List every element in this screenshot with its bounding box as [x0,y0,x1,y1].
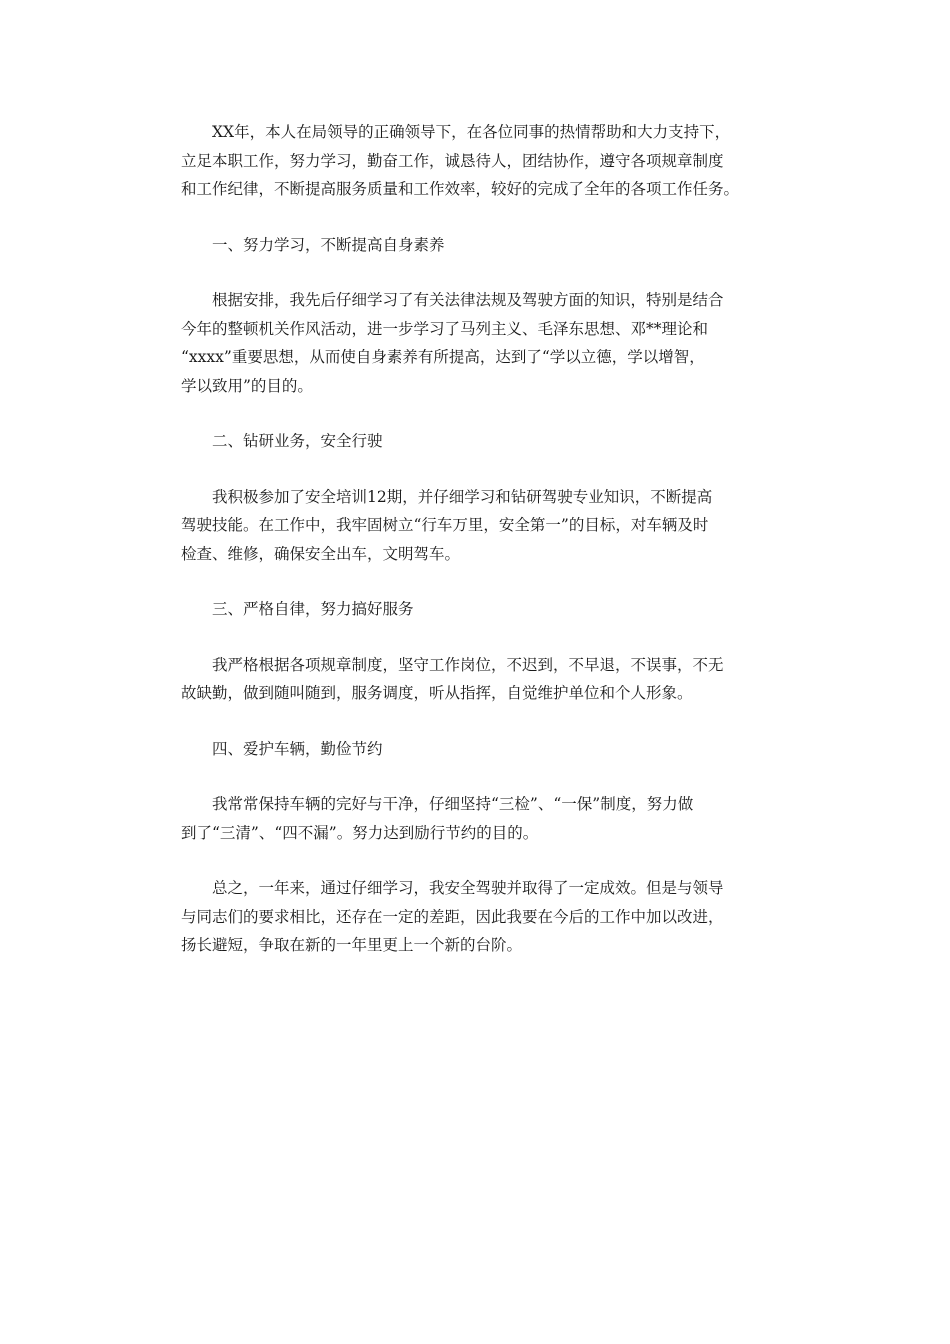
section-4-line-1: 我常常保持车辆的完好与干净，仔细坚持“三检”、“一保”制度，努力做 [212,795,694,813]
conclusion-line-3: 扬长避短，争取在新的一年里更上一个新的台阶。 [181,936,523,954]
section-2-line-3: 检查、维修，确保安全出车，文明驾车。 [181,544,461,563]
document-body [181,118,775,987]
section-1-line-4: 学以致用”的目的。 [181,376,313,395]
section-1-line-2: 今年的整顿机关作风活动，进一步学习了马列主义、毛泽东思想、邓**理论和 [181,319,709,338]
section-3-line-2: 故缺勤，做到随叫随到，服务调度，听从指挥，自觉维护单位和个人形象。 [181,684,693,702]
conclusion-paragraph [181,874,775,960]
section-1-line-1: 根据安排，我先后仔细学习了有关法律法规及驾驶方面的知识，特别是结合 [212,291,724,309]
section-3-paragraph [181,651,775,708]
section-2-paragraph [181,483,775,569]
section-4-line-2: 到了“三清”、“四不漏”。努力达到励行节约的目的。 [181,823,539,842]
section-1-line-3: “xxxx”重要思想，从而使自身素养有所提高，达到了“学以立德，学以增智， [181,348,705,366]
section-2-heading: 二、钻研业务，安全行驶 [212,432,383,450]
intro-line-1: XX年，本人在局领导的正确领导下，在各位同事的热情帮助和大力支持下， [212,123,731,141]
section-4-paragraph [181,790,775,847]
section-1-heading: 一、努力学习，不断提高自身素养 [212,235,445,254]
section-2-line-2: 驾驶技能。在工作中，我牢固树立“行车万里，安全第一”的目标，对车辆及时 [181,516,709,534]
section-1-paragraph [181,286,775,400]
section-3-line-1: 我严格根据各项规章制度，坚守工作岗位，不迟到，不早退，不误事，不无 [212,655,724,674]
conclusion-line-1: 总之，一年来，通过仔细学习，我安全驾驶并取得了一定成效。但是与领导 [212,879,724,897]
intro-line-2: 立足本职工作，努力学习，勤奋工作，诚恳待人，团结协作，遵守各项规章制度 [181,151,724,170]
section-4-heading: 四、爱护车辆，勤俭节约 [212,739,383,758]
section-2-line-1: 我积极参加了安全培训12期，并仔细学习和钻研驾驶专业知识，不断提高 [212,487,713,506]
section-3-heading: 三、严格自律，努力搞好服务 [212,600,414,618]
conclusion-line-2: 与同志们的要求相比，还存在一定的差距，因此我要在今后的工作中加以改进， [181,907,724,926]
intro-paragraph [181,118,775,204]
intro-line-3: 和工作纪律，不断提高服务质量和工作效率，较好的完成了全年的各项工作任务。 [181,180,740,198]
